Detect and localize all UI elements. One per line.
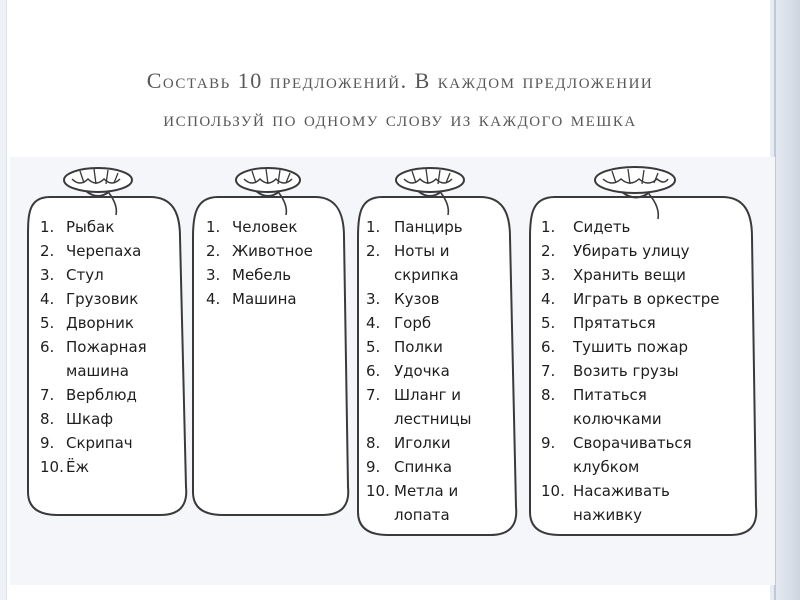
list-item-number: 9. [40,434,55,452]
bag-1-list-item [40,359,147,383]
list-item-word: Ёж [66,458,89,476]
list-item-word: лопата [394,506,450,524]
bag-1-list-item [40,431,147,455]
list-item-word: наживку [573,506,643,524]
bag-4-list-item [541,263,720,287]
list-item-word: Пожарная [66,338,147,356]
bag-4-list-item [541,455,720,479]
bag-1-list-item [40,215,147,239]
list-item-word: Спинка [394,458,453,476]
list-item-number: 10. [40,458,64,476]
list-item-word: Иголки [394,434,451,452]
bag-4-list-item [541,503,720,527]
bag-4-word-list [541,215,720,527]
list-item-word: лестницы [394,410,472,428]
list-item-word: Скрипач [66,434,133,452]
bag-1-word-list [40,215,147,479]
list-item-number: 3. [541,266,556,284]
list-item-number: 6. [541,338,556,356]
list-item-number: 3. [366,290,381,308]
list-item-word: Полки [394,338,443,356]
bag-1-list-item [40,407,147,431]
list-item-number: 5. [541,314,556,332]
list-item-word: Кузов [394,290,440,308]
list-item-number: 7. [541,362,556,380]
bag-3-list-item [366,311,471,335]
bag-4-list-item [541,479,720,503]
list-item-number: 1. [541,218,556,236]
bag-3-list-item [366,335,471,359]
bag-3-word-list [366,215,471,527]
list-item-number: 6. [40,338,55,356]
bag-3-list-item [366,383,471,407]
bag-4-list-item [541,407,720,431]
list-item-word: Питаться [573,386,647,404]
list-item-number: 3. [206,266,221,284]
list-item-word: Машина [232,290,297,308]
bag-2-word-list [206,215,313,311]
list-item-number: 2. [366,242,381,260]
list-item-number: 1. [40,218,55,236]
bag-3-list-item [366,239,471,263]
list-item-number: 2. [40,242,55,260]
bag-4-list-item [541,287,720,311]
bag-3-list-item [366,215,471,239]
list-item-word: клубком [573,458,640,476]
bag-4-list-item [541,239,720,263]
list-item-word: Шкаф [66,410,114,428]
list-item-word: Играть в оркестре [573,290,720,308]
bag-2-list-item [206,239,313,263]
bag-1-list-item [40,455,147,479]
list-item-word: Прятаться [573,314,656,332]
list-item-number: 4. [366,314,381,332]
slide-title [40,62,760,138]
list-item-number: 8. [541,386,556,404]
list-item-number: 10. [366,482,390,500]
list-item-number: 5. [366,338,381,356]
bag-3-list-item [366,503,471,527]
list-item-word: Сидеть [573,218,631,236]
list-item-word: Мебель [232,266,292,284]
slide-title-line-1: Составь 10 предложений. В каждом предложении [146,68,654,93]
list-item-word: Животное [232,242,313,260]
list-item-word: Возить грузы [573,362,679,380]
slide-title-line-2: используй по одному слову из каждого мешка [163,106,637,131]
bag-1-list-item [40,287,147,311]
list-item-word: Ноты и [394,242,450,260]
list-item-number: 1. [206,218,221,236]
bag-4-list-item [541,215,720,239]
list-item-number: 7. [40,386,55,404]
list-item-number: 4. [541,290,556,308]
bag-4-list-item [541,383,720,407]
bag-3-list-item [366,431,471,455]
bag-1-list-item [40,239,147,263]
list-item-word: Сворачиваться [573,434,692,452]
list-item-word: Черепаха [66,242,142,260]
bag-4-list-item [541,335,720,359]
list-item-word: Шланг и [394,386,462,404]
bag-3-list-item [366,359,471,383]
list-item-word: Дворник [66,314,134,332]
slide-left-border [0,0,7,600]
bag-3-list-item [366,479,471,503]
list-item-word: колючками [573,410,662,428]
list-item-number: 10. [541,482,565,500]
list-item-word: Горб [394,314,432,332]
list-item-word: скрипка [394,266,459,284]
list-item-number: 3. [40,266,55,284]
bag-4-list-item [541,359,720,383]
list-item-number: 2. [206,242,221,260]
list-item-number: 8. [366,434,381,452]
list-item-number: 4. [206,290,221,308]
list-item-word: машина [66,362,129,380]
bag-3-list-item [366,407,471,431]
list-item-number: 5. [40,314,55,332]
list-item-word: Грузовик [66,290,139,308]
list-item-word: Панцирь [394,218,463,236]
bag-1-list-item [40,263,147,287]
list-item-number: 9. [366,458,381,476]
list-item-number: 1. [366,218,381,236]
bag-4-list-item [541,311,720,335]
bag-3-list-item [366,455,471,479]
bag-1-list-item [40,335,147,359]
list-item-word: Верблюд [66,386,137,404]
list-item-number: 4. [40,290,55,308]
bag-2-list-item [206,263,313,287]
list-item-number: 6. [366,362,381,380]
list-item-word: Человек [232,218,298,236]
list-item-number: 2. [541,242,556,260]
list-item-word: Стул [66,266,104,284]
list-item-number: 7. [366,386,381,404]
list-item-word: Хранить вещи [573,266,686,284]
bags-illustration [10,157,775,585]
bag-4-list-item [541,431,720,455]
bag-1-list-item [40,311,147,335]
list-item-word: Убирать улицу [573,242,690,260]
bag-3-list-item [366,263,471,287]
list-item-word: Насаживать [573,482,670,500]
bag-3-list-item [366,287,471,311]
bag-1-list-item [40,383,147,407]
bag-2-list-item [206,215,313,239]
list-item-word: Удочка [394,362,450,380]
list-item-word: Рыбак [66,218,115,236]
list-item-number: 8. [40,410,55,428]
list-item-number: 9. [541,434,556,452]
list-item-word: Метла и [394,482,459,500]
list-item-word: Тушить пожар [573,338,689,356]
bag-2-list-item [206,287,313,311]
